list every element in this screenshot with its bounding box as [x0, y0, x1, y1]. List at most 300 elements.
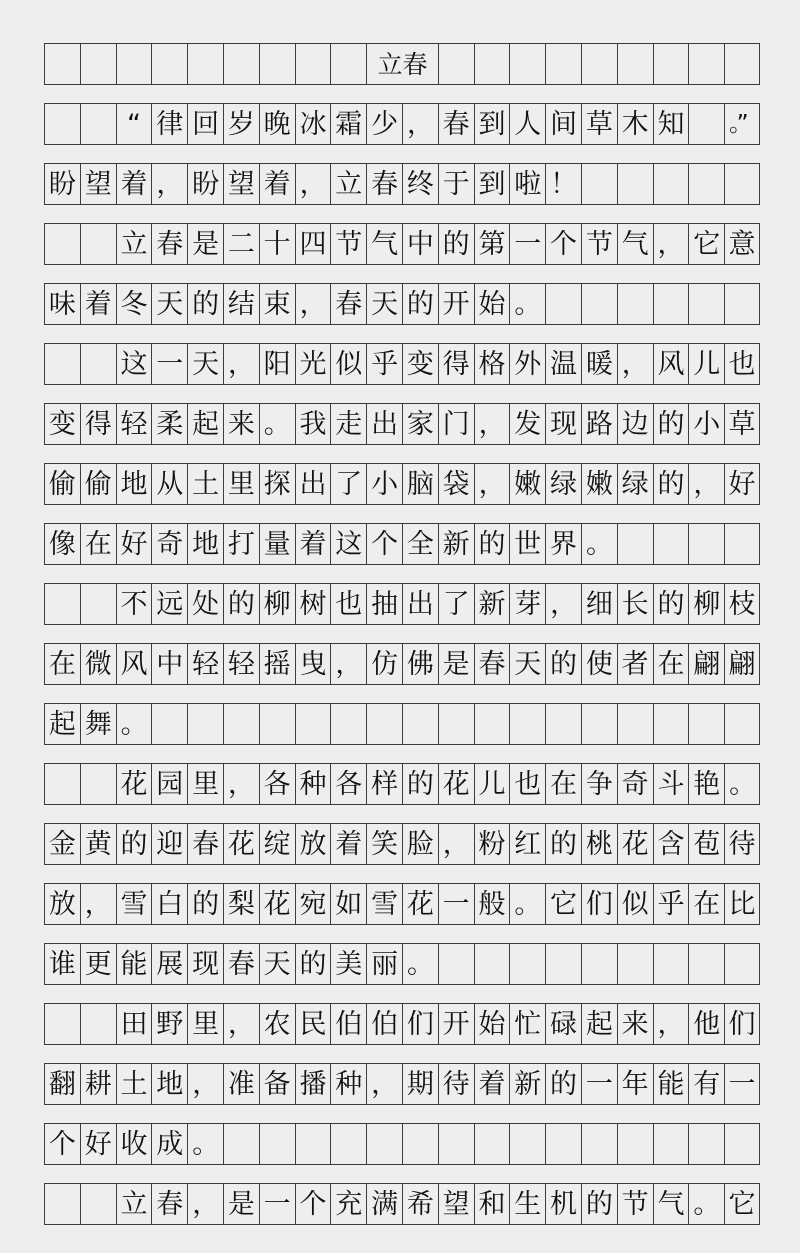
grid-char: 梨 — [223, 884, 259, 924]
grid-char: ， — [402, 104, 438, 144]
text-line-8 — [44, 523, 760, 565]
grid-char: 嫩 — [509, 464, 545, 504]
grid-char: 光 — [295, 344, 331, 384]
grid-cell — [545, 1124, 581, 1164]
text-line-7 — [44, 463, 760, 505]
grid-char: 桃 — [581, 824, 617, 864]
grid-char: 个 — [366, 524, 402, 564]
grid-char: 立 — [116, 224, 152, 264]
grid-char: 样 — [366, 764, 402, 804]
grid-char: ， — [653, 1004, 689, 1044]
grid-char: 使 — [581, 644, 617, 684]
grid-char: 天 — [151, 284, 187, 324]
grid-char: 暖 — [581, 344, 617, 384]
text-line-15 — [44, 943, 760, 985]
composition-paper — [44, 34, 760, 1253]
grid-cell — [688, 944, 724, 984]
grid-char: 野 — [151, 1004, 187, 1044]
grid-char: 中 — [402, 224, 438, 264]
grid-cell — [474, 704, 510, 744]
grid-char: 园 — [151, 764, 187, 804]
grid-char: 花 — [259, 884, 295, 924]
grid-char: 我 — [295, 404, 331, 444]
grid-char: 的 — [653, 464, 689, 504]
grid-char: 。 — [259, 404, 295, 444]
grid-char: 土 — [116, 1064, 152, 1104]
grid-char: 待 — [438, 1064, 474, 1104]
grid-char: 来 — [617, 1004, 653, 1044]
grid-char: 能 — [116, 944, 152, 984]
grid-char: 岁 — [223, 104, 259, 144]
grid-char: 芽 — [509, 584, 545, 624]
grid-char: 的 — [545, 1064, 581, 1104]
grid-char: 耕 — [80, 1064, 116, 1104]
grid-cell — [44, 1184, 80, 1224]
grid-cell — [509, 1124, 545, 1164]
grid-char: ， — [688, 464, 724, 504]
grid-char: 它 — [688, 224, 724, 264]
grid-char: 丽 — [366, 944, 402, 984]
grid-char: 全 — [402, 524, 438, 564]
grid-char: 备 — [259, 1064, 295, 1104]
grid-char: 花 — [617, 824, 653, 864]
grid-char: 苞 — [688, 824, 724, 864]
grid-char: 立 — [116, 1184, 152, 1224]
grid-char: 阳 — [259, 344, 295, 384]
grid-cell — [724, 44, 760, 84]
grid-cell — [402, 704, 438, 744]
grid-char: 脸 — [402, 824, 438, 864]
grid-char: 小 — [688, 404, 724, 444]
grid-cell — [653, 284, 689, 324]
grid-char: 细 — [581, 584, 617, 624]
grid-char: 谁 — [44, 944, 80, 984]
grid-char: 雪 — [366, 884, 402, 924]
grid-char: 各 — [259, 764, 295, 804]
grid-cell — [581, 44, 617, 84]
grid-char: 在 — [80, 524, 116, 564]
grid-char: 生 — [509, 1184, 545, 1224]
grid-char: 曳 — [295, 644, 331, 684]
grid-char: 节 — [581, 224, 617, 264]
grid-char: 得 — [438, 344, 474, 384]
grid-char: 一 — [724, 1064, 760, 1104]
grid-char: 世 — [509, 524, 545, 564]
grid-cell — [581, 944, 617, 984]
grid-char: 春 — [151, 1184, 187, 1224]
grid-char: 这 — [116, 344, 152, 384]
grid-char: “ — [116, 104, 152, 144]
grid-char: 得 — [80, 404, 116, 444]
grid-char: 好 — [724, 464, 760, 504]
text-line-11 — [44, 703, 760, 745]
grid-char: 门 — [438, 404, 474, 444]
grid-char: 袋 — [438, 464, 474, 504]
grid-char: 花 — [116, 764, 152, 804]
grid-char: 斗 — [653, 764, 689, 804]
grid-char: 律 — [151, 104, 187, 144]
grid-char: 远 — [151, 584, 187, 624]
grid-char: 间 — [545, 104, 581, 144]
grid-char: 有 — [688, 1064, 724, 1104]
grid-char: 乎 — [366, 344, 402, 384]
grid-char: 乎 — [653, 884, 689, 924]
grid-char: 起 — [187, 404, 223, 444]
grid-char: 里 — [187, 1004, 223, 1044]
grid-char: 放 — [295, 824, 331, 864]
grid-char: 和 — [474, 1184, 510, 1224]
grid-cell — [474, 44, 510, 84]
grid-char: 的 — [581, 1184, 617, 1224]
grid-char: 的 — [223, 584, 259, 624]
grid-cell — [724, 524, 760, 564]
grid-char: 。” — [724, 104, 760, 144]
grid-cell — [366, 704, 402, 744]
grid-char: ， — [366, 1064, 402, 1104]
grid-char: 起 — [581, 1004, 617, 1044]
grid-char: 佛 — [402, 644, 438, 684]
grid-char: 土 — [187, 464, 223, 504]
grid-char: 这 — [330, 524, 366, 564]
grid-char: 充 — [330, 1184, 366, 1224]
grid-cell — [44, 44, 80, 84]
grid-char: 绽 — [259, 824, 295, 864]
grid-char: 外 — [509, 344, 545, 384]
grid-char: 路 — [581, 404, 617, 444]
grid-cell — [724, 704, 760, 744]
grid-char: 展 — [151, 944, 187, 984]
grid-char: 枝 — [724, 584, 760, 624]
grid-cell — [653, 704, 689, 744]
grid-char: 准 — [223, 1064, 259, 1104]
grid-cell — [617, 164, 653, 204]
grid-cell — [653, 944, 689, 984]
grid-char: 收 — [116, 1124, 152, 1164]
grid-char: 仿 — [366, 644, 402, 684]
grid-char: 晚 — [259, 104, 295, 144]
grid-char: ， — [438, 824, 474, 864]
grid-char: 霜 — [330, 104, 366, 144]
grid-cell — [474, 1124, 510, 1164]
grid-char: 也 — [330, 584, 366, 624]
grid-char: 它 — [724, 1184, 760, 1224]
grid-char: 少 — [366, 104, 402, 144]
grid-char: 出 — [295, 464, 331, 504]
grid-char: 伯 — [330, 1004, 366, 1044]
grid-char: 碌 — [545, 1004, 581, 1044]
grid-cell — [688, 284, 724, 324]
grid-char: 艳 — [688, 764, 724, 804]
grid-char: 。 — [724, 764, 760, 804]
grid-cell — [688, 1124, 724, 1164]
grid-char: 束 — [259, 284, 295, 324]
grid-char: 春 — [330, 284, 366, 324]
grid-char — [688, 104, 724, 144]
grid-char: 田 — [116, 1004, 152, 1044]
grid-cell — [509, 704, 545, 744]
grid-char: 天 — [187, 344, 223, 384]
grid-char: ， — [223, 1004, 259, 1044]
grid-char: 节 — [617, 1184, 653, 1224]
grid-char: 的 — [187, 884, 223, 924]
text-line-16 — [44, 1003, 760, 1045]
grid-char: 种 — [330, 1064, 366, 1104]
grid-char: 边 — [617, 404, 653, 444]
grid-char: 花 — [402, 884, 438, 924]
grid-cell — [80, 1184, 116, 1224]
text-line-12 — [44, 763, 760, 805]
text-line-14 — [44, 883, 760, 925]
grid-char: 冬 — [116, 284, 152, 324]
grid-char: 于 — [438, 164, 474, 204]
grid-char: 微 — [80, 644, 116, 684]
grid-cell — [581, 164, 617, 204]
grid-char: 起 — [44, 704, 80, 744]
grid-char: 金 — [44, 824, 80, 864]
grid-char: 似 — [330, 344, 366, 384]
grid-char: 争 — [581, 764, 617, 804]
grid-char: ， — [151, 164, 187, 204]
grid-char: 柔 — [151, 404, 187, 444]
grid-char: 柳 — [688, 584, 724, 624]
grid-char: ， — [187, 1184, 223, 1224]
grid-char: 家 — [402, 404, 438, 444]
grid-char: 们 — [581, 884, 617, 924]
grid-char: 着 — [474, 1064, 510, 1104]
grid-char: 奇 — [151, 524, 187, 564]
grid-cell — [724, 1124, 760, 1164]
grid-char: ， — [545, 584, 581, 624]
grid-char: 意 — [724, 224, 760, 264]
grid-char: 满 — [366, 1184, 402, 1224]
grid-char: ， — [187, 1064, 223, 1104]
grid-char: 比 — [724, 884, 760, 924]
grid-char: 草 — [581, 104, 617, 144]
grid-char: 像 — [44, 524, 80, 564]
grid-char: 红 — [509, 824, 545, 864]
grid-char: 花 — [438, 764, 474, 804]
grid-cell — [44, 224, 80, 264]
grid-cell — [80, 224, 116, 264]
grid-cell — [545, 704, 581, 744]
grid-char: 。 — [402, 944, 438, 984]
grid-char: ， — [474, 464, 510, 504]
essay-title: 立春 — [366, 44, 438, 84]
grid-cell — [116, 44, 152, 84]
grid-char: 格 — [474, 344, 510, 384]
grid-char: 轻 — [116, 404, 152, 444]
grid-char: 更 — [80, 944, 116, 984]
grid-char: 开 — [438, 284, 474, 324]
grid-char: 种 — [295, 764, 331, 804]
grid-cell — [581, 284, 617, 324]
grid-cell — [545, 284, 581, 324]
grid-cell — [44, 1004, 80, 1044]
grid-cell — [330, 1124, 366, 1164]
grid-char: 探 — [259, 464, 295, 504]
grid-cell — [581, 704, 617, 744]
grid-char: 绿 — [545, 464, 581, 504]
grid-char: 的 — [187, 284, 223, 324]
grid-char: ， — [617, 344, 653, 384]
grid-char: 天 — [509, 644, 545, 684]
grid-char: 儿 — [688, 344, 724, 384]
grid-char: 里 — [187, 764, 223, 804]
grid-char: 了 — [330, 464, 366, 504]
grid-char: 迎 — [151, 824, 187, 864]
grid-cell — [187, 44, 223, 84]
grid-cell — [509, 944, 545, 984]
grid-char: 小 — [366, 464, 402, 504]
grid-char: 奇 — [617, 764, 653, 804]
grid-cell — [366, 1124, 402, 1164]
grid-char: 。 — [187, 1124, 223, 1164]
grid-char: ， — [653, 224, 689, 264]
grid-char: 粉 — [474, 824, 510, 864]
grid-cell — [545, 944, 581, 984]
grid-char: 绿 — [617, 464, 653, 504]
grid-char: 啦 — [509, 164, 545, 204]
grid-char: 期 — [402, 1064, 438, 1104]
grid-cell — [617, 44, 653, 84]
grid-char: 着 — [330, 824, 366, 864]
text-line-6 — [44, 403, 760, 445]
grid-char: 始 — [474, 1004, 510, 1044]
grid-char: 忙 — [509, 1004, 545, 1044]
grid-row-title — [44, 43, 760, 85]
grid-cell — [80, 44, 116, 84]
grid-cell — [688, 44, 724, 84]
grid-cell — [653, 44, 689, 84]
grid-char: 摇 — [259, 644, 295, 684]
grid-char: 温 — [545, 344, 581, 384]
grid-char: 一 — [509, 224, 545, 264]
grid-char: 春 — [474, 644, 510, 684]
grid-char: 个 — [295, 1184, 331, 1224]
grid-cell — [295, 704, 331, 744]
grid-cell — [509, 44, 545, 84]
grid-cell — [653, 164, 689, 204]
text-line-10 — [44, 643, 760, 685]
grid-char: 春 — [223, 944, 259, 984]
grid-cell — [724, 944, 760, 984]
grid-char: 的 — [653, 404, 689, 444]
grid-char: 变 — [44, 404, 80, 444]
grid-char: 个 — [545, 224, 581, 264]
grid-char: 节 — [330, 224, 366, 264]
grid-char: 新 — [474, 584, 510, 624]
text-line-18 — [44, 1123, 760, 1165]
grid-char: 了 — [438, 584, 474, 624]
grid-char: 长 — [617, 584, 653, 624]
grid-char: 翩 — [688, 644, 724, 684]
grid-char: 轻 — [223, 644, 259, 684]
grid-char: 偷 — [44, 464, 80, 504]
grid-char: 树 — [295, 584, 331, 624]
grid-char: 气 — [366, 224, 402, 264]
grid-cell — [330, 44, 366, 84]
grid-char: 春 — [438, 104, 474, 144]
grid-char: 翻 — [44, 1064, 80, 1104]
grid-char: 望 — [438, 1184, 474, 1224]
grid-char: 的 — [402, 284, 438, 324]
grid-cell — [223, 1124, 259, 1164]
grid-char: 变 — [402, 344, 438, 384]
grid-char: 在 — [545, 764, 581, 804]
grid-cell — [617, 944, 653, 984]
grid-char: 的 — [474, 524, 510, 564]
grid-char: 新 — [509, 1064, 545, 1104]
grid-char: 一 — [151, 344, 187, 384]
grid-cell — [653, 1124, 689, 1164]
grid-char: 。 — [581, 524, 617, 564]
grid-char: 里 — [223, 464, 259, 504]
grid-cell — [438, 44, 474, 84]
grid-cell — [724, 284, 760, 324]
text-line-13 — [44, 823, 760, 865]
grid-char: 二 — [223, 224, 259, 264]
grid-cell — [80, 1004, 116, 1044]
text-line-9 — [44, 583, 760, 625]
grid-char: 立 — [330, 164, 366, 204]
grid-cell — [259, 44, 295, 84]
grid-char: 从 — [151, 464, 187, 504]
grid-cell — [402, 1124, 438, 1164]
grid-cell — [545, 44, 581, 84]
grid-char: 他 — [688, 1004, 724, 1044]
grid-cell — [688, 524, 724, 564]
grid-char: 不 — [116, 584, 152, 624]
text-line-19 — [44, 1183, 760, 1225]
grid-char: 偷 — [80, 464, 116, 504]
grid-char: ， — [223, 764, 259, 804]
grid-char: 嫩 — [581, 464, 617, 504]
grid-char: ， — [330, 644, 366, 684]
grid-char: 地 — [187, 524, 223, 564]
grid-cell — [151, 704, 187, 744]
grid-cell — [44, 764, 80, 804]
grid-char: 开 — [438, 1004, 474, 1044]
text-line-3 — [44, 223, 760, 265]
grid-cell — [688, 164, 724, 204]
grid-cell — [223, 44, 259, 84]
grid-cell — [80, 764, 116, 804]
grid-char: 着 — [116, 164, 152, 204]
grid-char: 春 — [151, 224, 187, 264]
grid-char: 气 — [617, 224, 653, 264]
grid-char: 是 — [223, 1184, 259, 1224]
grid-char: 终 — [402, 164, 438, 204]
grid-cell — [330, 704, 366, 744]
grid-char: 新 — [438, 524, 474, 564]
grid-cell — [187, 704, 223, 744]
grid-char: 。 — [688, 1184, 724, 1224]
grid-char: 花 — [223, 824, 259, 864]
grid-char: 到 — [474, 104, 510, 144]
grid-char: 翩 — [724, 644, 760, 684]
grid-char: 天 — [366, 284, 402, 324]
grid-char: 成 — [151, 1124, 187, 1164]
grid-char: 笑 — [366, 824, 402, 864]
grid-char: 来 — [223, 404, 259, 444]
grid-char: 放 — [44, 884, 80, 924]
grid-char: 的 — [653, 584, 689, 624]
grid-char: 是 — [438, 644, 474, 684]
grid-char: 柳 — [259, 584, 295, 624]
grid-char: 黄 — [80, 824, 116, 864]
grid-char: 舞 — [80, 704, 116, 744]
grid-char: 盼 — [44, 164, 80, 204]
